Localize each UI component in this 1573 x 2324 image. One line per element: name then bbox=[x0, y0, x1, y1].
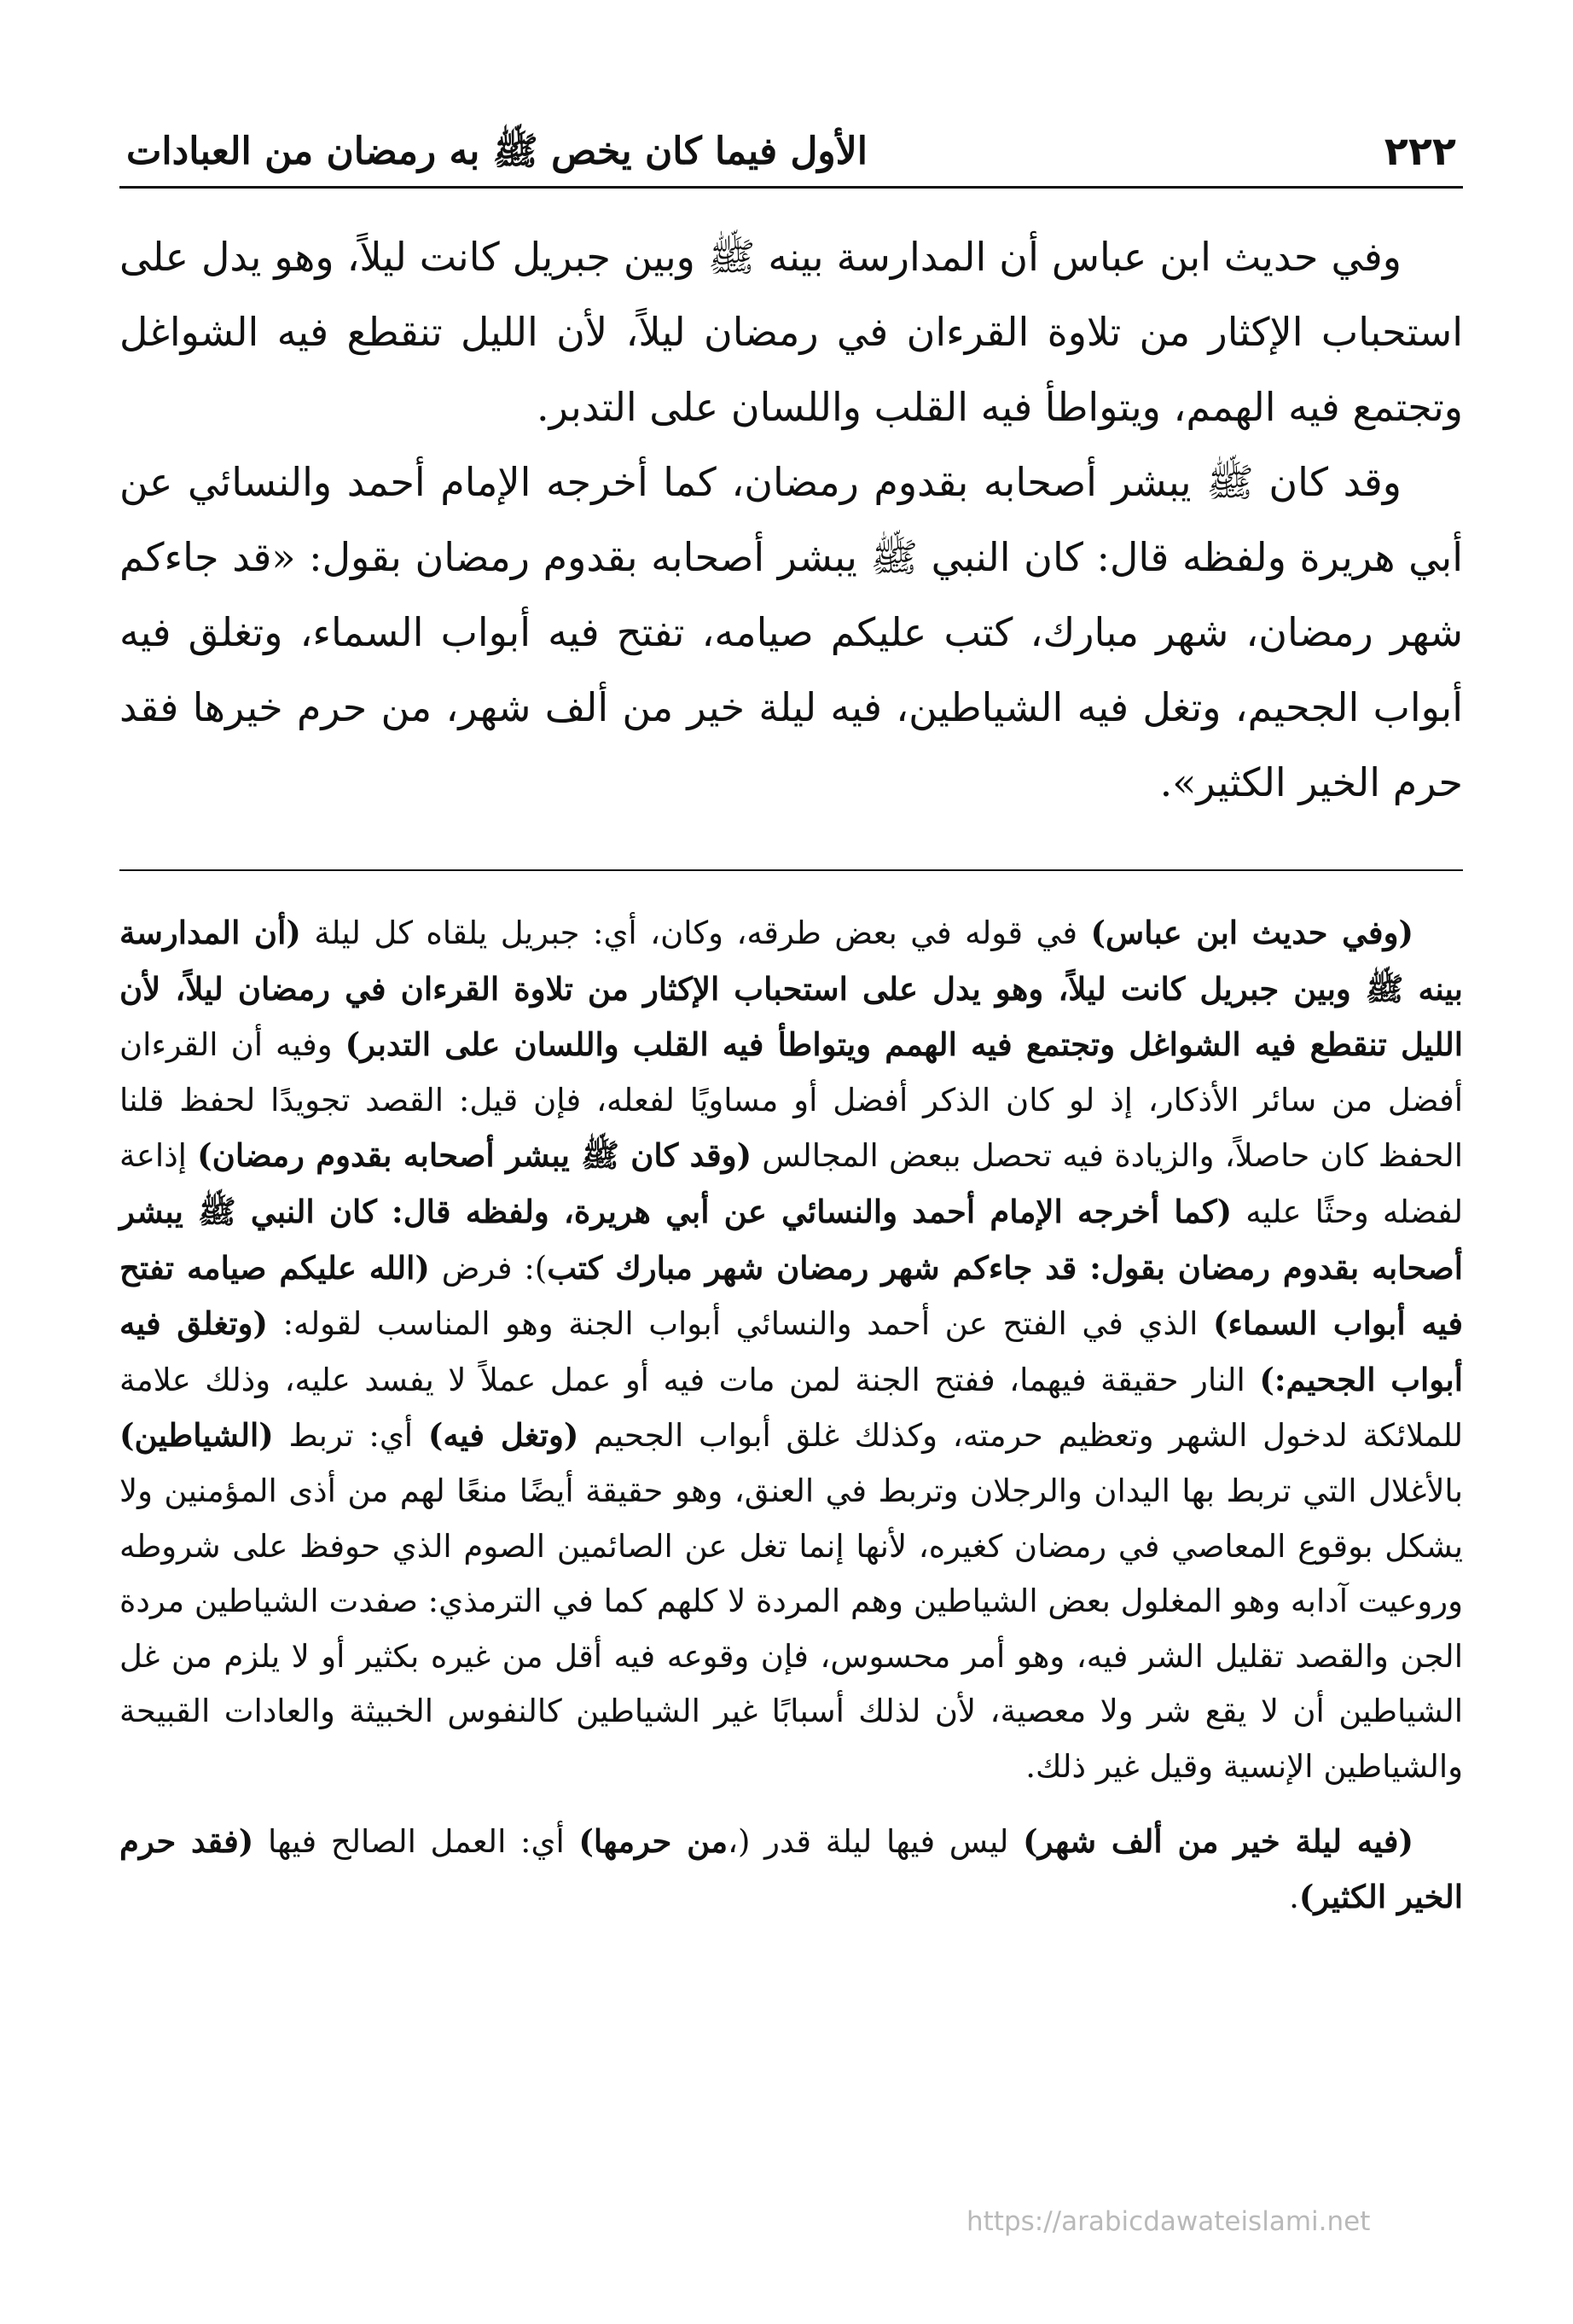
gloss-text-run: بالأغلال التي تربط بها اليدان والرجلان وتربط في العنق، وهو حقيقة أيضًا منعًا لهم من أذى المؤمنين ولا يشكل بوقوع المعاصي في رمضان كغيره، لأنها إنما تغل عن الصائمين الصوم الذي حوفظ على شروطه وروعيت آدابه وهو المغلول بعض الشياطين وهم المردة لا كلهم كما في الترمذي: صفدت الشياطين مردة الجن والقصد تقليل الشر فيه، وهو أمر محسوس، فإن وقوعه فيه أقل من غيره بكثير أو لا يلزم من غل الشياطين أن لا يقع شر ولا معصية، لأن لذلك أسبابًا غير الشياطين كالنفوس الخبيثة والعادات القبيحة والشياطين الإنسية وقيل غير ذلك. bbox=[119, 1472, 1463, 1785]
main-paragraph-2: وقد كان ﷺ يبشر أصحابه بقدوم رمضان، كما أخرجه الإمام أحمد والنسائي عن أبي هريرة ولفظه قال: كان النبي ﷺ يبشر أصحابه بقدوم رمضان بقول: «قد جاءكم شهر رمضان، شهر مبارك، كتب عليكم صيامه، تفتح فيه أبواب السماء، وتغلق فيه أبواب الجحيم، وتغل فيه الشياطين، فيه ليلة خير من ألف شهر، من حرم خيرها فقد حرم الخير الكثير». bbox=[119, 459, 1463, 805]
gloss-text-run: الذي في الفتح عن أحمد والنسائي أبواب الجنة وهو المناسب لقوله: bbox=[268, 1305, 1213, 1343]
book-page bbox=[119, 94, 1463, 2278]
gloss-text-run: أي: العمل الصالح فيها bbox=[253, 1822, 579, 1860]
gloss-text-run: إذاعة لفضله وحثًا عليه bbox=[119, 1137, 1463, 1230]
gloss-text-run: النار حقيقة فيهما، ففتح الجنة لمن مات فيه أو عمل عملاً لا يفسد عليه، وذلك علامة للملائكة لدخول الشهر وتعظيم حرمته، وكذلك غلق أبواب الجحيم bbox=[119, 1361, 1463, 1455]
quoted-text-run: (فيه ليلة خير من ألف شهر) bbox=[1023, 1821, 1413, 1860]
gloss-text-run: ليس فيها ليلة قدر (، bbox=[728, 1822, 1024, 1860]
commentary-paragraph-2 bbox=[119, 1814, 1463, 1926]
quoted-text-run: (كما أخرجه الإمام أحمد والنسائي عن أبي هريرة، ولفظه قال: كان النبي ﷺ يبشر أصحابه بقدوم رمضان بقول: قد جاءكم شهر رمضان شهر مبارك كتب bbox=[119, 1192, 1464, 1287]
quoted-text-run: (وقد كان ﷺ يبشر أصحابه بقدوم رمضان) bbox=[197, 1136, 752, 1175]
quoted-text-run: من حرمها) bbox=[578, 1821, 728, 1860]
gloss-text-run: أي: تربط bbox=[273, 1417, 428, 1455]
header-rule bbox=[119, 186, 1463, 189]
page-number: ٢٢٢ bbox=[1384, 128, 1456, 174]
quoted-text-run: (فقد حرم الخير الكثير) bbox=[119, 1821, 1463, 1916]
running-head bbox=[119, 94, 1463, 174]
quoted-text-run: (وتغل فيه) bbox=[427, 1416, 579, 1455]
commentary bbox=[119, 905, 1463, 1926]
quoted-text-run: (وفي حديث ابن عباس) bbox=[1090, 914, 1413, 951]
watermark-url: https://arabicdawateislami.net bbox=[966, 2206, 1371, 2237]
gloss-text-run: ): فرض bbox=[429, 1249, 548, 1287]
gloss-text-run: وفيه أن القرءان أفضل من سائر الأذكار، إذ لو كان الذكر أفضل أو مساويًا لفعله، فإن قيل: القصد تجويدًا لحفظ قلنا الحفظ كان حاصلاً، والزيادة فيه تحصل ببعض المجالس bbox=[119, 1026, 1463, 1175]
quoted-text-run: (وتغلق فيه أبواب الجحيم:) bbox=[119, 1304, 1463, 1398]
quoted-text-run: (الشياطين) bbox=[119, 1416, 274, 1455]
main-paragraph-1: وفي حديث ابن عباس أن المدارسة بينه ﷺ وبين جبريل كانت ليلاً، وهو يدل على استحباب الإكثار من تلاوة القرءان في رمضان ليلاً، لأن الليل تنقطع فيه الشواغل وتجتمع فيه الهمم، ويتواطأ فيه القلب واللسان على التدبر. bbox=[119, 234, 1463, 430]
running-title: الأول فيما كان يخص ﷺ به رمضان من العبادات bbox=[126, 130, 868, 173]
main-text bbox=[119, 219, 1463, 820]
commentary-rule bbox=[119, 869, 1463, 871]
gloss-text-run: . bbox=[1289, 1879, 1299, 1916]
gloss-text-run: في قوله في بعض طرقه، وكان، أي: جبريل يلقاه كل ليلة bbox=[300, 915, 1091, 951]
commentary-paragraph-1 bbox=[119, 905, 1463, 1795]
quoted-text-run: (الله عليكم صيامه تفتح فيه أبواب السماء) bbox=[119, 1248, 1464, 1343]
quoted-text-run: (أن المدارسة بينه ﷺ وبين جبريل كانت ليلاً، وهو يدل على استحباب الإكثار من تلاوة القرءان في رمضان ليلاً، لأن الليل تنقطع فيه الشواغل وتجتمع فيه الهمم ويتواطأ فيه القلب واللسان على التدبر) bbox=[119, 914, 1464, 1064]
